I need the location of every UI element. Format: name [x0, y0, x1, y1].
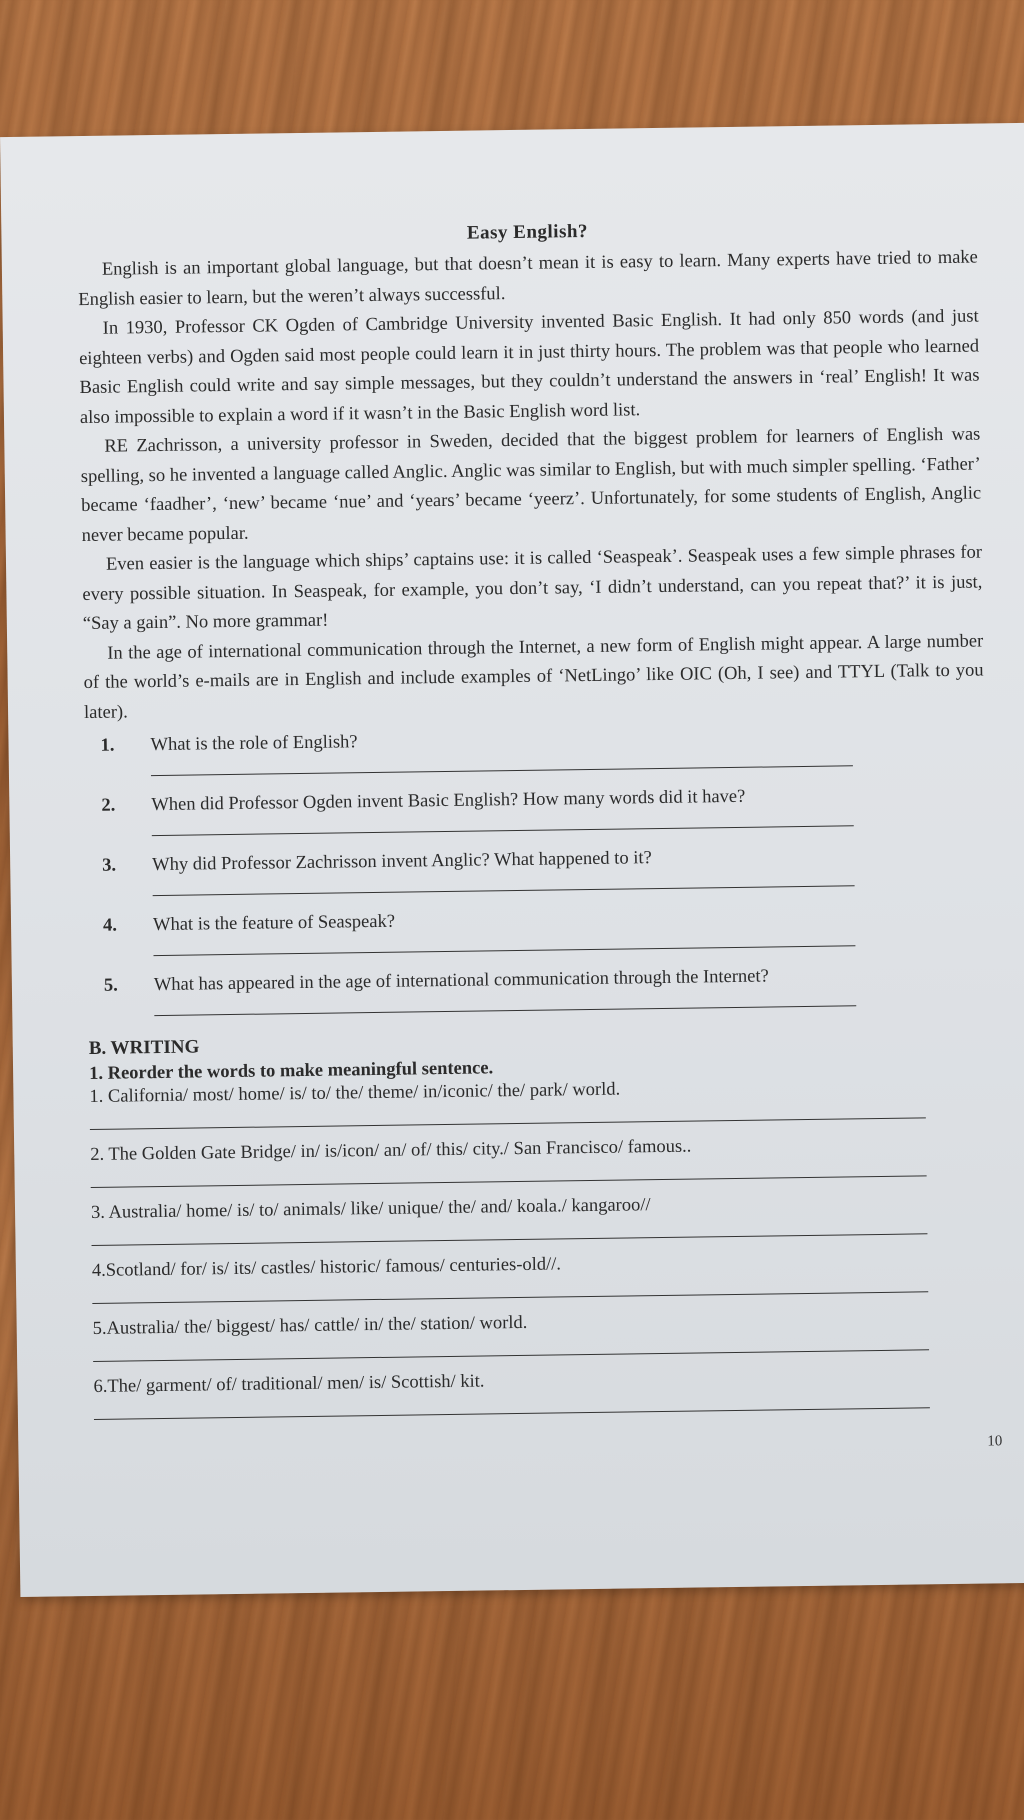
paragraph-3: RE Zachrisson, a university professor in Sweden, decided that the biggest problem for learners of English was spelling, so he invented a language called Anglic. Anglic was similar to English, but with much simpler spelling. ‘Father’ became ‘faadher’, ‘new’ became ‘nue’ and ‘years’ became ‘yeerz’. Unfortunately, for some students of English, Anglic never became popular. [80, 424, 982, 546]
paragraph-5: In the age of international communication through the Internet, a new form of English might appear. A large number of the world’s e-mails are in English and include examples of ‘NetLingo’ like OIC (Oh, I see) and TTYL (Talk to you later). [83, 630, 984, 723]
answer-line[interactable] [94, 1407, 930, 1420]
question-item [88, 959, 989, 1032]
question-text: What is the feature of Seaspeak? [152, 911, 396, 936]
question-number: 4. [102, 915, 118, 936]
writing-prompt: 6.The/ garment/ of/ traditional/ men/ is/ Scottish/ kit. [93, 1371, 485, 1397]
worksheet-content [77, 216, 994, 1433]
page-title: Easy English? [466, 220, 589, 244]
paragraph-4: Even easier is the language which ships’ captains use: it is called ‘Seaspeak’. Seaspeak uses a few simple phrases for every possible situation. In Seaspeak, for example, you don’t say, ‘I didn’t understand, can you repeat that?’ it is just, “Say a gain”. No more grammar! [82, 542, 983, 635]
question-number: 1. [100, 735, 115, 756]
question-number: 3. [102, 855, 117, 876]
writing-prompt: 4.Scotland/ for/ is/ its/ castles/ historic/ famous/ centuries-old//. [91, 1254, 562, 1281]
answer-line[interactable] [151, 765, 853, 776]
worksheet-page [0, 123, 1024, 1597]
writing-item [93, 1362, 994, 1433]
answer-line[interactable] [154, 1005, 856, 1016]
question-number: 5. [103, 975, 118, 996]
question-list [84, 719, 988, 1032]
answer-line[interactable] [93, 1349, 929, 1362]
section-heading: B. WRITING [88, 1036, 200, 1059]
paragraph-2: In 1930, Professor CK Ogden of Cambridge University invented Basic English. It had only 850 words (and just eighteen verbs) and Ogden said most people could learn it in just thirty hours. The problem was that people who learned Basic English could write and say simple messages, but they couldn’t understand the answers in ‘real’ English! It was also impossible to explain a word if it wasn’t in the Basic English word list. [79, 306, 980, 428]
answer-line[interactable] [153, 885, 855, 896]
page-number: 10 [987, 1433, 1003, 1450]
answer-line[interactable] [92, 1233, 928, 1246]
question-text: What has appeared in the age of international communication through the Internet? [153, 966, 769, 996]
writing-prompt: 1. California/ most/ home/ is/ to/ the/ theme/ in/iconic/ the/ park/ world. [89, 1079, 621, 1107]
question-number: 2. [101, 795, 116, 816]
paragraph-1: English is an important global language, but that doesn’t mean it is easy to learn. Many experts have tried to make English easier to learn, but the weren’t always successful. [78, 247, 978, 310]
writing-prompt: 5.Australia/ the/ biggest/ has/ cattle/ in/ the/ station/ world. [92, 1312, 528, 1339]
section-instruction: 1. Reorder the words to make meaningful sentence. [88, 1058, 494, 1084]
writing-prompt: 3. Australia/ home/ is/ to/ animals/ like/ unique/ the/ and/ koala./ kangaroo// [90, 1195, 651, 1223]
question-text: What is the role of English? [150, 732, 358, 756]
answer-line[interactable] [92, 1291, 928, 1304]
answer-line[interactable] [90, 1117, 926, 1130]
answer-line[interactable] [153, 945, 855, 956]
writing-prompt: 2. The Golden Gate Bridge/ in/ is/icon/ an/ of/ this/ city./ San Francisco/ famous.. [90, 1136, 692, 1165]
question-text: Why did Professor Zachrisson invent Anglic? What happened to it? [152, 848, 652, 876]
answer-line[interactable] [152, 825, 854, 836]
question-text: When did Professor Ogden invent Basic English? How many words did it have? [151, 786, 746, 816]
answer-line[interactable] [91, 1175, 927, 1188]
